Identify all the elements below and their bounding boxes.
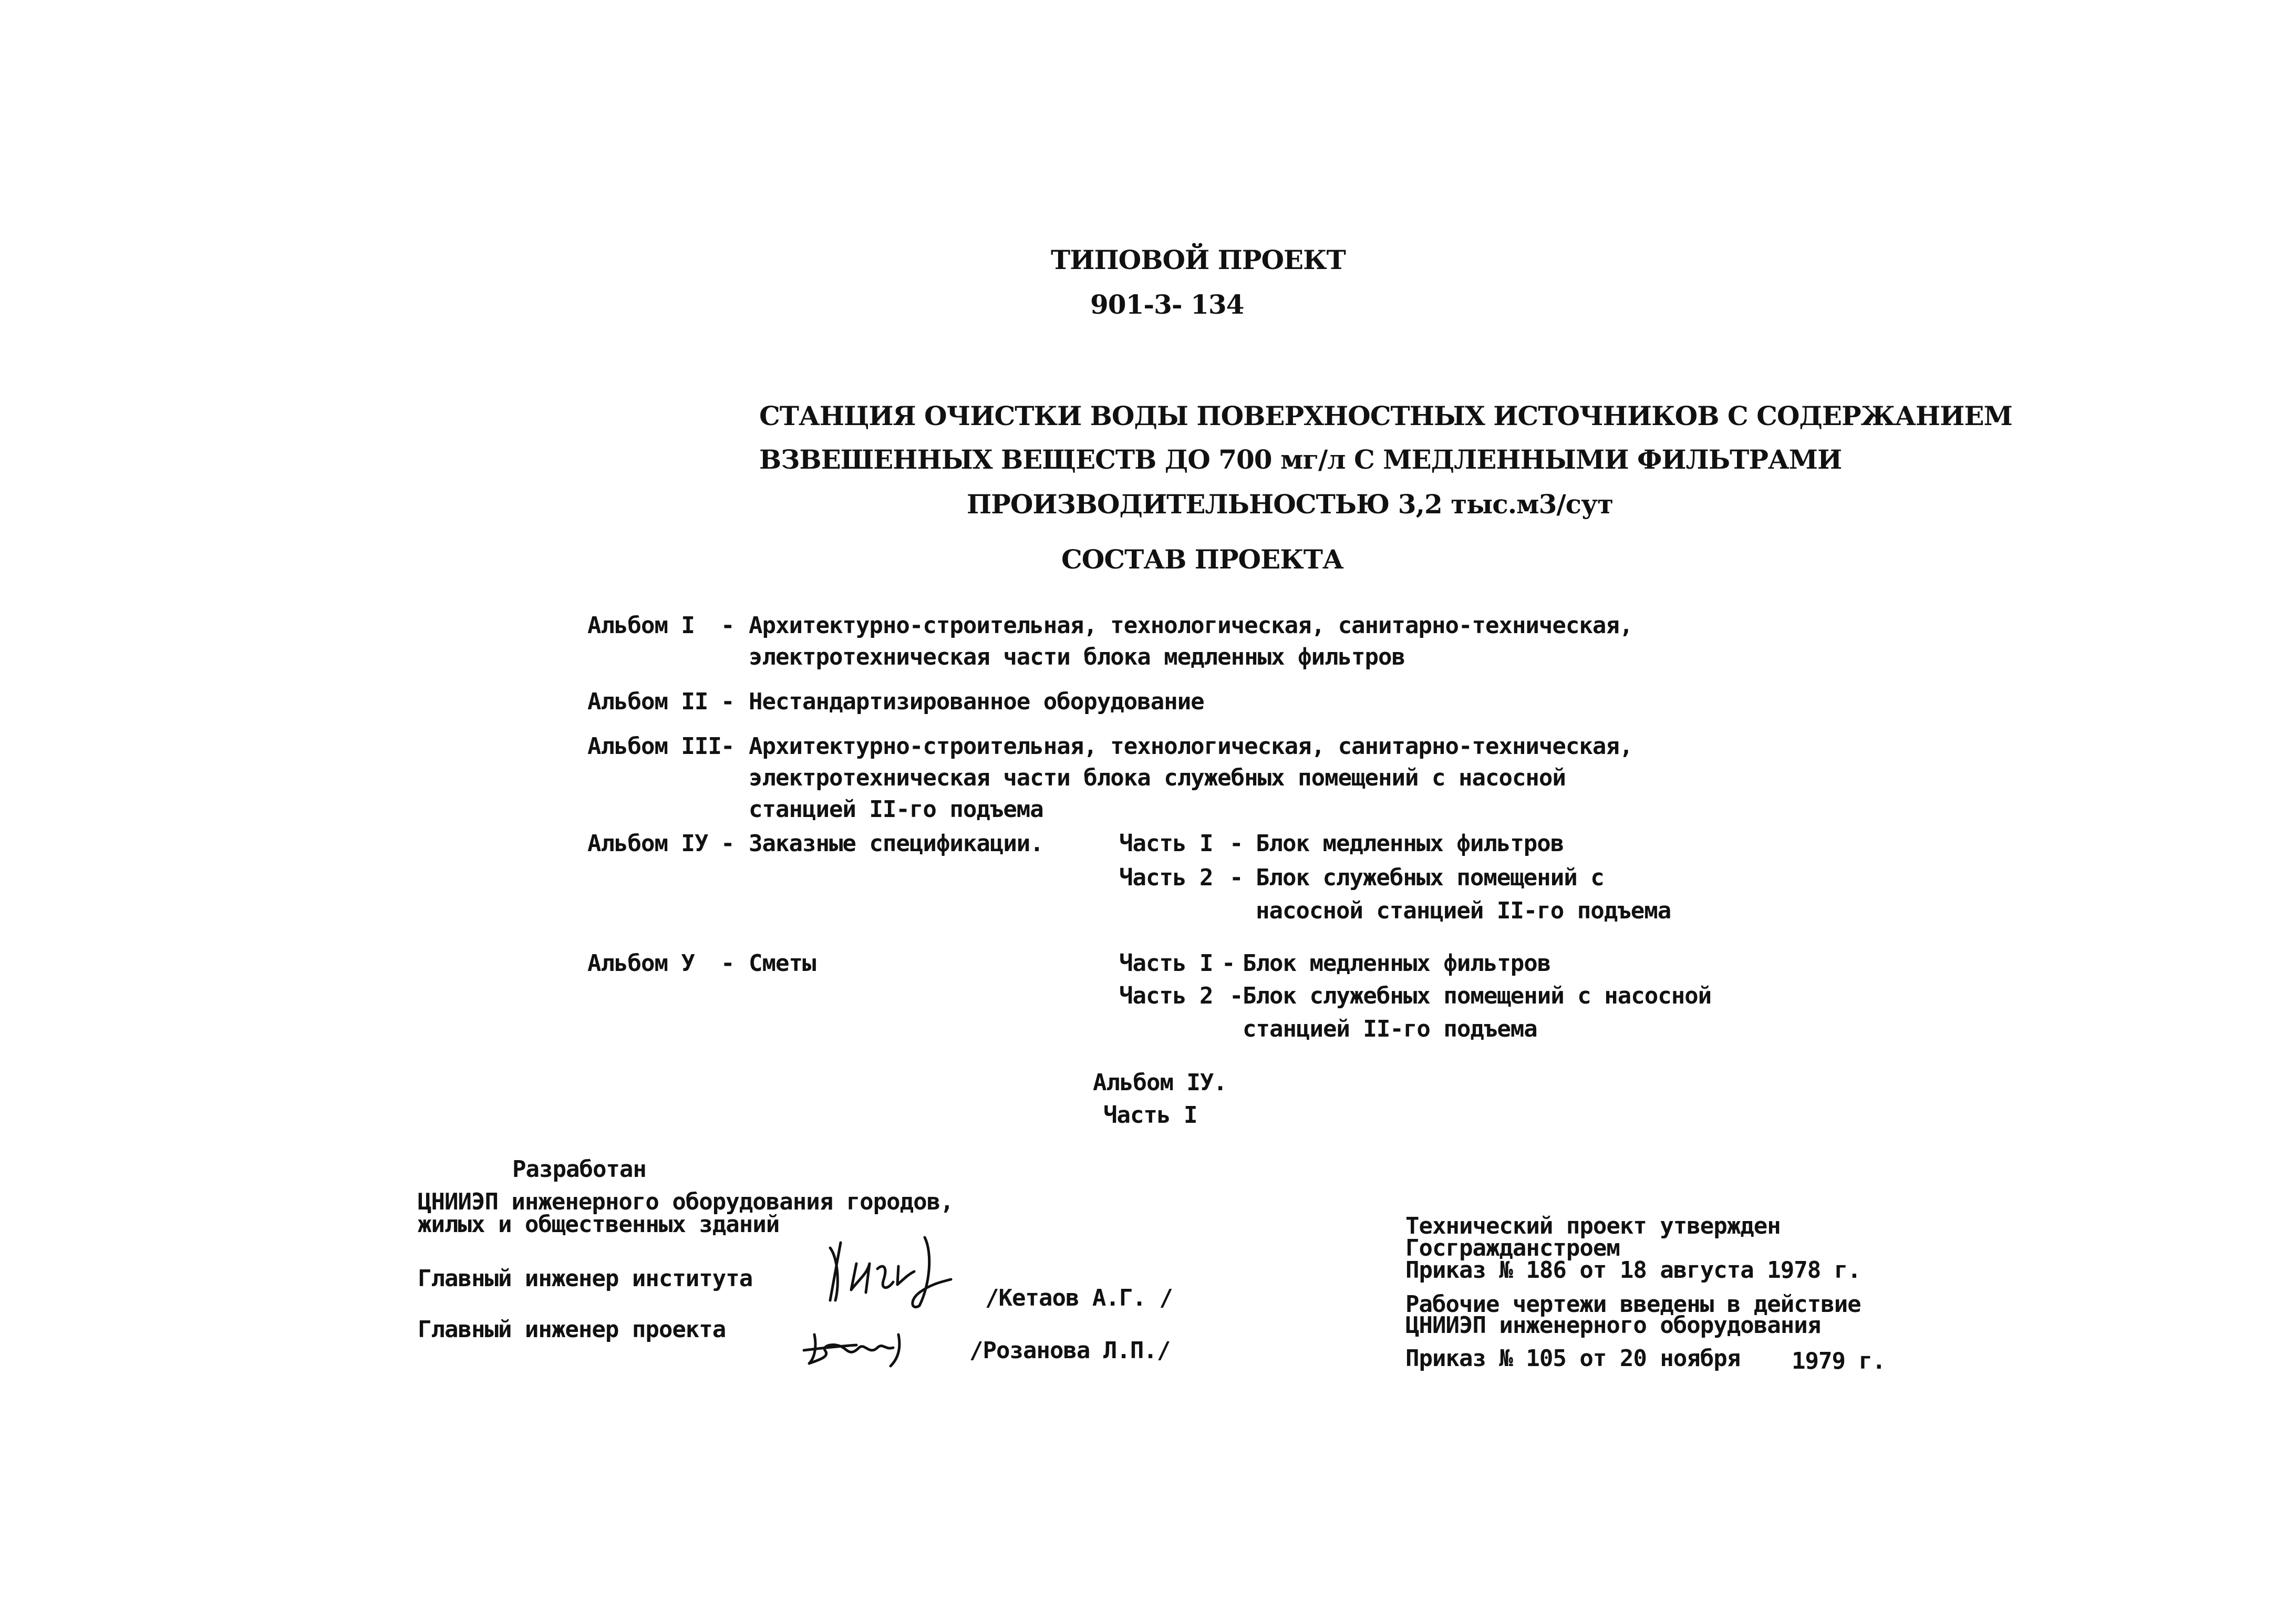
chief-engineer-institute-role: Главный инженер института [418,1265,753,1292]
approval-line: Приказ № 186 от 18 августа 1978 г. [1405,1257,1861,1284]
part-description-line: станцией II-го подъема [1243,1016,1537,1042]
approval-line: ЦНИИЭП инженерного оборудования [1405,1312,1821,1339]
current-album: Альбом IУ. [1093,1069,1227,1096]
chief-engineer-institute-name: /Кетаов А.Г. / [985,1285,1173,1311]
signature-chief-engineer-institute [820,1227,967,1311]
approval-line: Госгражданстроем [1405,1235,1620,1262]
document-title-line-3: ПРОИЗВОДИТЕЛЬНОСТЬЮ 3,2 тыс.м3/сут [967,489,1614,520]
part-description-line: насосной станцией II-го подъема [1256,897,1671,924]
album-label: Альбом У [587,950,695,977]
developer-org-line: жилых и общественных зданий [418,1211,780,1238]
album-description-line: Архитектурно-строительная, технологическая, санитарно-техническая, [749,612,1633,639]
album-description-line: Заказные спецификации. [749,830,1043,857]
album-label: Альбом IУ [587,830,708,857]
approval-year: 1979 г. [1792,1348,1886,1374]
part-dash: - [1229,830,1243,857]
album-label: Альбом I [587,612,695,639]
section-title: СОСТАВ ПРОЕКТА [1061,544,1343,575]
album-description-line: Сметы [749,950,816,977]
part-dash: - [1229,983,1243,1009]
part-description-line: Блок служебных помещений с [1256,864,1604,891]
album-dash: - [721,950,735,977]
album-description-line: электротехническая части блока медленных фильтров [749,644,1405,670]
signature-chief-engineer-project [793,1319,930,1371]
album-description-line: станцией II-го подъема [749,796,1043,823]
album-dash: - [721,830,735,857]
part-description-line: Блок медленных фильтров [1256,830,1564,857]
part-dash: - [1229,864,1243,891]
approval-line: Приказ № 105 от 20 ноября [1405,1345,1741,1372]
approval-line: Рабочие чертежи введены в действие [1405,1291,1861,1318]
part-description-line: Блок служебных помещений с насосной [1243,983,1712,1009]
document-title-line-1: СТАНЦИЯ ОЧИСТКИ ВОДЫ ПОВЕРХНОСТНЫХ ИСТОЧНИКОВ С СОДЕРЖАНИЕМ [759,400,2012,431]
developer-heading: Разработан [512,1156,646,1183]
album-label: Альбом II [587,688,708,715]
part-dash: - [1222,950,1235,977]
part-label: Часть I [1119,950,1213,977]
approval-line: Технический проект утвержден [1405,1213,1781,1239]
project-type-title: ТИПОВОЙ ПРОЕКТ [1051,244,1346,275]
chief-engineer-project-name: /Розанова Л.П./ [969,1337,1171,1364]
album-dash: - [721,688,735,715]
document-title-line-2: ВЗВЕШЕННЫХ ВЕЩЕСТВ ДО 700 мг/л С МЕДЛЕННЫМИ ФИЛЬТРАМИ [759,444,1842,475]
part-description-line: Блок медленных фильтров [1243,950,1551,977]
part-label: Часть I [1119,830,1213,857]
chief-engineer-project-role: Главный инженер проекта [418,1316,726,1343]
album-dash: - [721,612,735,639]
current-part: Часть I [1103,1102,1197,1129]
project-number: 901-3- 134 [1090,289,1244,320]
part-label: Часть 2 [1119,864,1213,891]
album-description-line: электротехническая части блока служебных помещений с насосной [749,764,1566,791]
album-label: Альбом III [587,733,721,760]
developer-org-line: ЦНИИЭП инженерного оборудования городов, [418,1188,954,1215]
album-dash: - [721,733,735,760]
album-description-line: Нестандартизированное оборудование [749,688,1204,715]
part-label: Часть 2 [1119,983,1213,1009]
album-description-line: Архитектурно-строительная, технологическая, санитарно-техническая, [749,733,1633,760]
